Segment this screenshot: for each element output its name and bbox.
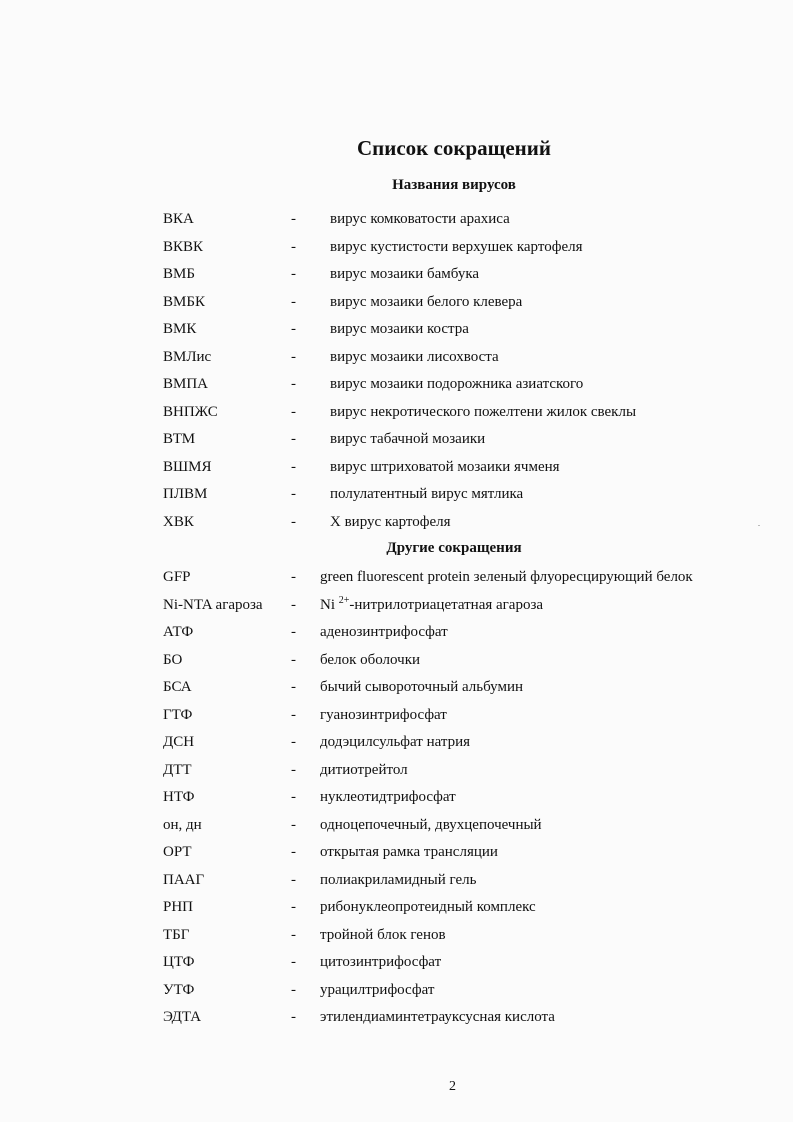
- abbreviation: ВМК: [163, 321, 197, 337]
- definition: вирус мозаики лисохвоста: [330, 348, 499, 365]
- dash: -: [291, 624, 296, 640]
- abbreviation: ЦТФ: [163, 954, 195, 970]
- dash: -: [291, 761, 296, 778]
- dash: -: [291, 899, 296, 915]
- dash: -: [291, 348, 296, 365]
- abbreviation: ОРТ: [163, 844, 192, 860]
- dash: -: [291, 486, 296, 502]
- definition: вирус мозаики костра: [330, 321, 469, 337]
- abbreviation: УТФ: [163, 981, 195, 998]
- scan-speck: [758, 525, 760, 526]
- dash: -: [291, 376, 296, 392]
- abbreviation: ТБГ: [163, 926, 190, 943]
- dash: -: [291, 706, 296, 723]
- definition: белок оболочки: [320, 651, 421, 668]
- dash: -: [291, 651, 296, 668]
- dash: -: [291, 431, 296, 447]
- dash: -: [291, 321, 296, 337]
- definition: Х вирус картофеля: [330, 513, 451, 530]
- definition: тройной блок генов: [320, 926, 446, 943]
- dash: -: [291, 1009, 296, 1025]
- definition: вирус мозаики подорожника азиатского: [330, 376, 584, 392]
- definition-rest: -нитрилотриацетатная агароза: [349, 596, 544, 613]
- definition: вирус штриховатой мозаики ячменя: [330, 458, 560, 475]
- abbreviation: АТФ: [163, 624, 194, 640]
- dash: -: [291, 293, 296, 310]
- dash: -: [291, 569, 296, 585]
- page-number: 2: [449, 1079, 456, 1094]
- abbreviation: ВНПЖС: [163, 403, 218, 420]
- abbreviation: ВМПА: [163, 376, 209, 392]
- dash: -: [291, 513, 296, 530]
- abbreviation: ВМЛис: [163, 348, 212, 365]
- page-title: Список сокращений: [357, 136, 551, 160]
- definition: рибонуклеопротеидный комплекс: [320, 899, 536, 915]
- abbreviation: БСА: [163, 679, 192, 695]
- definition: бычий сывороточный альбумин: [320, 679, 523, 695]
- dash: -: [291, 844, 296, 860]
- abbreviation: ВКВК: [163, 238, 204, 255]
- abbreviation: ВКА: [163, 211, 194, 227]
- definition: [320, 595, 543, 615]
- abbreviation: ВТМ: [163, 431, 196, 447]
- dash: -: [291, 266, 296, 282]
- definition-prefix: Ni: [320, 596, 339, 613]
- dash: -: [291, 871, 296, 888]
- abbreviation: ВМБ: [163, 266, 195, 282]
- abbreviation: он, дн: [163, 816, 202, 833]
- abbreviation: ВШМЯ: [163, 458, 212, 475]
- definition: вирус комковатости арахиса: [330, 211, 510, 227]
- dash: -: [291, 403, 296, 420]
- definition: вирус некротического пожелтени жилок свеклы: [330, 403, 637, 420]
- abbreviation: НТФ: [163, 789, 195, 805]
- abbreviation: Ni-NTA агароза: [163, 596, 263, 613]
- definition: вирус кустистости верхушек картофеля: [330, 238, 583, 255]
- abbreviation: ДСН: [163, 734, 195, 750]
- superscript-charge: 2+: [338, 594, 350, 606]
- definition: урацилтрифосфат: [320, 981, 435, 998]
- definition: открытая рамка трансляции: [320, 844, 498, 860]
- abbreviation: РНП: [163, 899, 194, 915]
- abbreviation: ДТТ: [163, 761, 192, 778]
- definition: нуклеотидтрифосфат: [320, 789, 456, 805]
- abbreviation: ЭДТА: [163, 1009, 202, 1025]
- definition: полиакриламидный гель: [320, 871, 477, 888]
- section-heading-viruses: Названия вирусов: [392, 177, 516, 193]
- abbreviation: ХВК: [163, 513, 194, 530]
- definition: цитозинтрифосфат: [320, 954, 442, 970]
- definition: гуанозинтрифосфат: [320, 706, 447, 723]
- dash: -: [291, 238, 296, 255]
- dash: -: [291, 981, 296, 998]
- dash: -: [291, 816, 296, 833]
- definition: одноцепочечный, двухцепочечный: [320, 816, 542, 833]
- dash: -: [291, 789, 296, 805]
- abbreviation: ГТФ: [163, 706, 193, 723]
- abbreviation: GFP: [163, 569, 191, 585]
- definition: вирус мозаики бамбука: [330, 266, 480, 282]
- dash: -: [291, 926, 296, 943]
- dash: -: [291, 458, 296, 475]
- dash: -: [291, 596, 296, 613]
- abbreviation: БО: [163, 651, 183, 668]
- definition: полулатентный вирус мятлика: [330, 486, 524, 502]
- definition: этилендиаминтетрауксусная кислота: [320, 1009, 555, 1025]
- definition: додэцилсульфат натрия: [320, 734, 471, 750]
- abbreviation: ПААГ: [163, 871, 205, 888]
- definition: дитиотрейтол: [320, 761, 408, 778]
- dash: -: [291, 211, 296, 227]
- dash: -: [291, 954, 296, 970]
- definition: green fluorescent protein зеленый флуоресцирующий белок: [320, 569, 693, 585]
- definition: вирус табачной мозаики: [330, 431, 486, 447]
- dash: -: [291, 679, 296, 695]
- abbreviation: ВМБК: [163, 293, 205, 310]
- section-heading-other: Другие сокращения: [386, 540, 522, 556]
- definition: аденозинтрифосфат: [320, 624, 448, 640]
- dash: -: [291, 734, 296, 750]
- abbreviation: ПЛВМ: [163, 486, 208, 502]
- definition: вирус мозаики белого клевера: [330, 293, 523, 310]
